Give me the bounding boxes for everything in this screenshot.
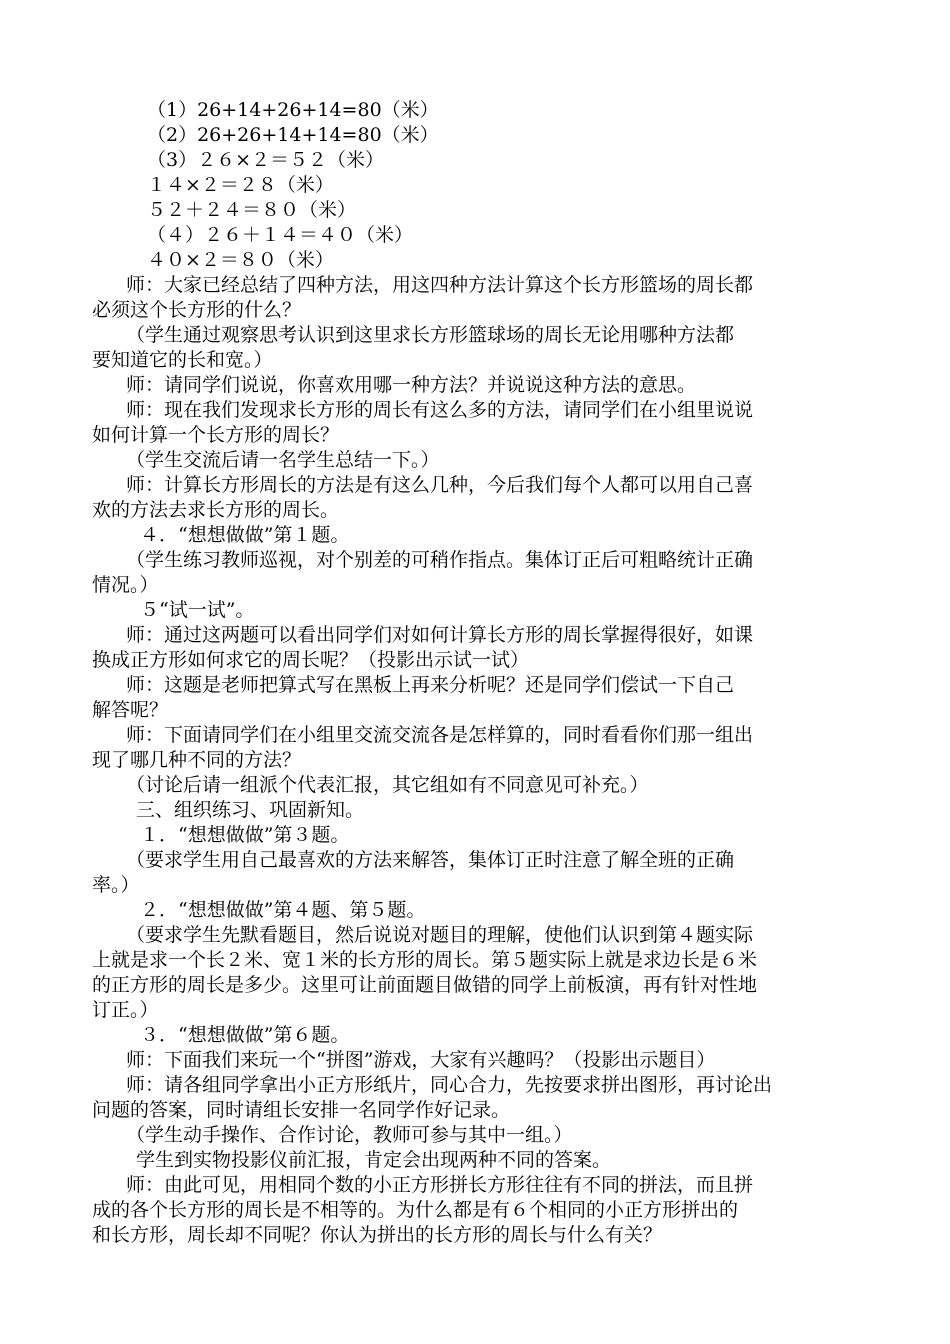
- text-line: 问题的答案，同时请组长安排一名同学作好记录。: [92, 1099, 511, 1121]
- text-line: （1）26+14+26+14=80（米）: [147, 99, 439, 121]
- text-line: 成的各个长方形的周长是不相等的。为什么都是有６个相同的小正方形拼出的: [92, 1199, 739, 1221]
- text-line: 情况。）: [92, 574, 159, 596]
- section-heading: 三、组织练习、巩固新知。: [136, 799, 365, 821]
- text-line: 上就是求一个长２米、宽１米的长方形的周长。第５题实际上就是求边长是６米: [92, 949, 758, 971]
- text-line: 的正方形的周长是多少。这里可让前面题目做错的同学上前板演，再有针对性地: [92, 974, 758, 996]
- text-line: 如何计算一个长方形的周长？: [92, 424, 340, 446]
- text-line: 师：下面请同学们在小组里交流交流各是怎样算的，同时看看你们那一组出: [126, 724, 754, 746]
- text-line: 师：请各组同学拿出小正方形纸片，同心合力，先按要求拼出图形，再讨论出: [126, 1074, 773, 1096]
- text-line: 订正。）: [92, 999, 159, 1021]
- text-line: 和长方形，周长却不同呢？你认为拼出的长方形的周长与什么有关？: [92, 1224, 663, 1246]
- text-line: 师：下面我们来玩一个“拼图”游戏，大家有兴趣吗？（投影出示题目）: [126, 1049, 716, 1071]
- text-line: （学生交流后请一名学生总结一下。）: [126, 449, 440, 471]
- text-line: 学生到实物投影仪前汇报，肯定会出现两种不同的答案。: [136, 1149, 612, 1171]
- text-line: （讨论后请一组派个代表汇报，其它组如有不同意见可补充。）: [126, 774, 649, 796]
- text-line: （学生动手操作、合作讨论，教师可参与其中一组。）: [126, 1124, 573, 1146]
- text-line: ４．“想想做做”第１题。: [140, 524, 350, 546]
- text-line: 解答呢？: [92, 699, 169, 721]
- text-line: （学生练习教师巡视，对个别差的可稍作指点。集体订正后可粗略统计正确: [126, 549, 754, 571]
- text-line: 师：由此可见，用相同个数的小正方形拼长方形往往有不同的拼法，而且拼: [126, 1174, 754, 1196]
- text-line: 必须这个长方形的什么？: [92, 299, 302, 321]
- text-line: 师：大家已经总结了四种方法，用这四种方法计算这个长方形篮场的周长都: [126, 274, 754, 296]
- text-line: 师：请同学们说说，你喜欢用哪一种方法？并说说这种方法的意思。: [126, 374, 697, 396]
- text-line: ４０×２＝８０（米）: [147, 249, 334, 271]
- text-line: １４×２＝２８（米）: [147, 174, 334, 196]
- text-line: 换成正方形如何求它的周长呢？（投影出示试一试）: [92, 649, 530, 671]
- text-line: 师：这题是老师把算式写在黑板上再来分析呢？还是同学们偿试一下自己: [126, 674, 735, 696]
- text-line: 师：计算长方形周长的方法是有这么几种，今后我们每个人都可以用自己喜: [126, 474, 754, 496]
- text-line: （要求学生用自己最喜欢的方法来解答，集体订正时注意了解全班的正确: [126, 849, 735, 871]
- text-line: 现了哪几种不同的方法？: [92, 749, 302, 771]
- text-line: （４）２６＋１４＝４０（米）: [147, 224, 414, 246]
- text-line: （学生通过观察思考认识到这里求长方形篮球场的周长无论用哪种方法都: [126, 324, 735, 346]
- text-line: 师：通过这两题可以看出同学们对如何计算长方形的周长掌握得很好，如课: [126, 624, 754, 646]
- text-line: ５２＋２４＝８０（米）: [147, 199, 357, 221]
- text-line: （2）26+26+14+14=80（米）: [147, 124, 439, 146]
- text-line: １．“想想做做”第３题。: [140, 824, 350, 846]
- text-line: ５“试一试”。: [140, 599, 255, 621]
- text-line: （3）２６×２＝５２（米）: [147, 149, 385, 171]
- text-line: 欢的方法去求长方形的周长。: [92, 499, 340, 521]
- text-line: ３．“想想做做”第６题。: [140, 1024, 350, 1046]
- text-line: （要求学生先默看题目，然后说说对题目的理解，使他们认识到第４题实际: [126, 924, 754, 946]
- text-line: 师：现在我们发现求长方形的周长有这么多的方法，请同学们在小组里说说: [126, 399, 754, 421]
- text-line: 要知道它的长和宽。）: [92, 349, 273, 371]
- text-line: 率。）: [92, 874, 140, 896]
- text-line: ２．“想想做做”第４题、第５题。: [140, 899, 426, 921]
